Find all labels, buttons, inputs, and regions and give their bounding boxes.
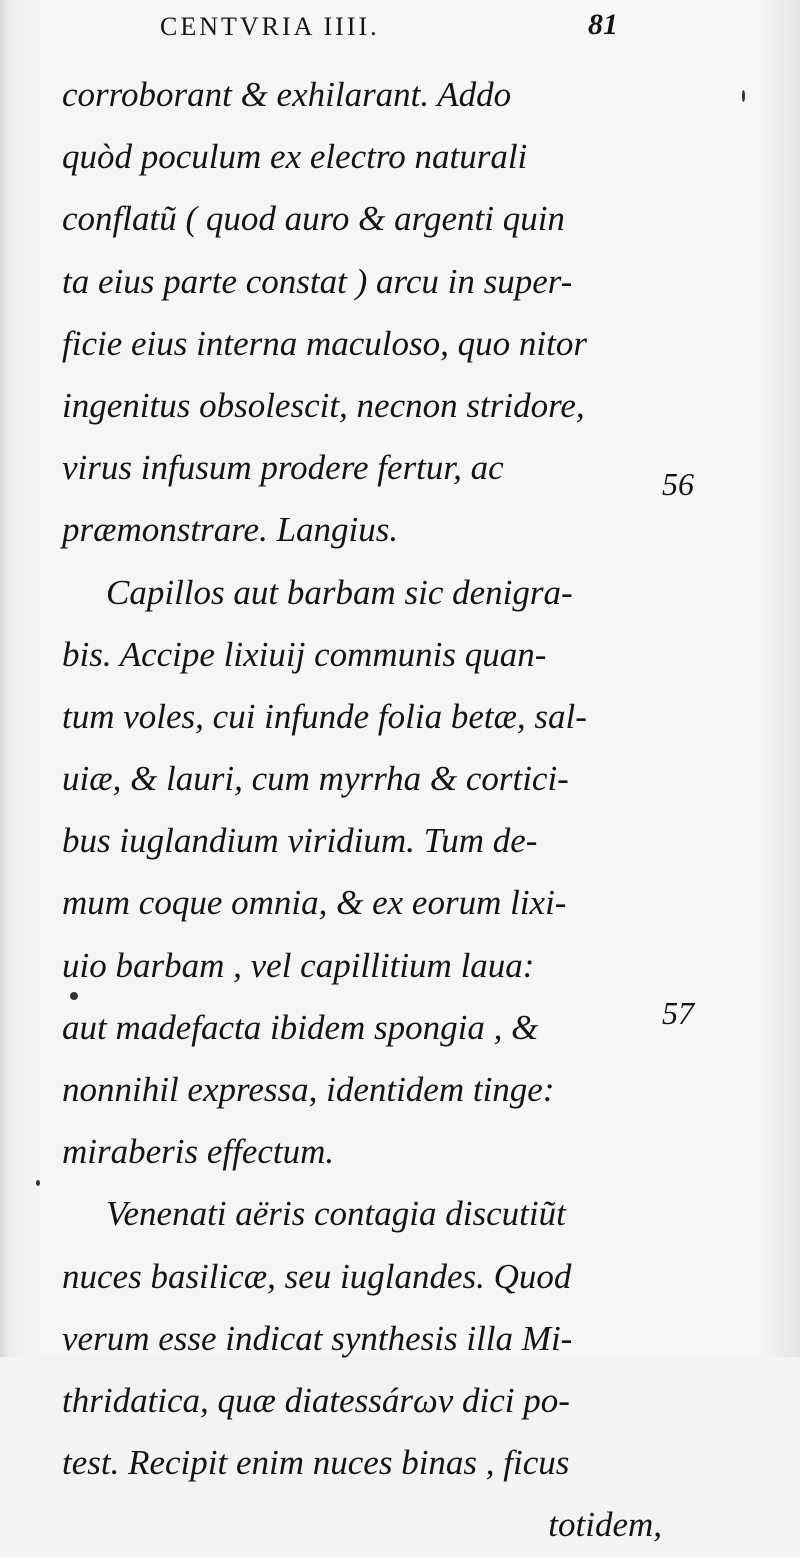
text-line: uiæ, & lauri, cum myrrha & cortici- <box>62 759 569 799</box>
text-block <box>62 64 662 1557</box>
text-line: aut madefacta ibidem spongia , & <box>62 1007 539 1047</box>
catchword-line: totidem, <box>548 1505 662 1545</box>
ink-speck <box>742 90 745 102</box>
running-head: CENTVRIA IIII. <box>160 12 380 41</box>
text-line: præmonstrare. Langius. <box>62 510 399 550</box>
text-line: uio barbam , vel capillitium laua: <box>62 945 535 985</box>
text-line: mum coque omnia, & ex eorum lixi- <box>62 883 567 923</box>
text-line: bus iuglandium viridium. Tum de- <box>62 821 538 861</box>
text-line: virus infusum prodere fertur, ac <box>62 448 504 488</box>
text-line: ingenitus obsolescit, necnon stridore, <box>62 385 585 425</box>
text-line: quòd poculum ex electro naturali <box>62 137 528 177</box>
text-line: conflatũ ( quod auro & argenti quin <box>62 199 565 239</box>
page-header <box>160 8 660 48</box>
ink-speck <box>36 1180 40 1186</box>
text-line: tum voles, cui infunde folia betæ, sal- <box>62 696 587 736</box>
text-line: verum esse indicat synthesis illa Mi- <box>62 1318 573 1358</box>
text-line: test. Recipit enim nuces binas , ficus <box>62 1443 570 1483</box>
text-line: ficie eius interna maculoso, quo nitor <box>62 323 587 363</box>
paragraph-first-line: Capillos aut barbam sic denigra- <box>106 572 573 612</box>
paragraph-first-line: Venenati aëris contagia discutiũt <box>106 1194 566 1234</box>
text-line: nonnihil expressa, identidem tinge: <box>62 1070 555 1109</box>
text-line: nuces basilicæ, seu iuglandes. Quod <box>62 1256 572 1296</box>
margin-number: 56 <box>662 466 694 502</box>
text-line: corroborant & exhilarant. Addo <box>62 75 512 114</box>
text-line: miraberis effectum. <box>62 1132 335 1172</box>
page-number: 81 <box>588 8 618 41</box>
text-line: bis. Accipe lixiuij communis quan- <box>62 634 547 674</box>
paragraph-mark <box>70 992 78 1000</box>
margin-number: 57 <box>662 995 694 1031</box>
text-line: thridatica, quæ diatessárων dici po- <box>62 1380 570 1420</box>
text-line: ta eius parte constat ) arcu in super- <box>62 261 573 301</box>
